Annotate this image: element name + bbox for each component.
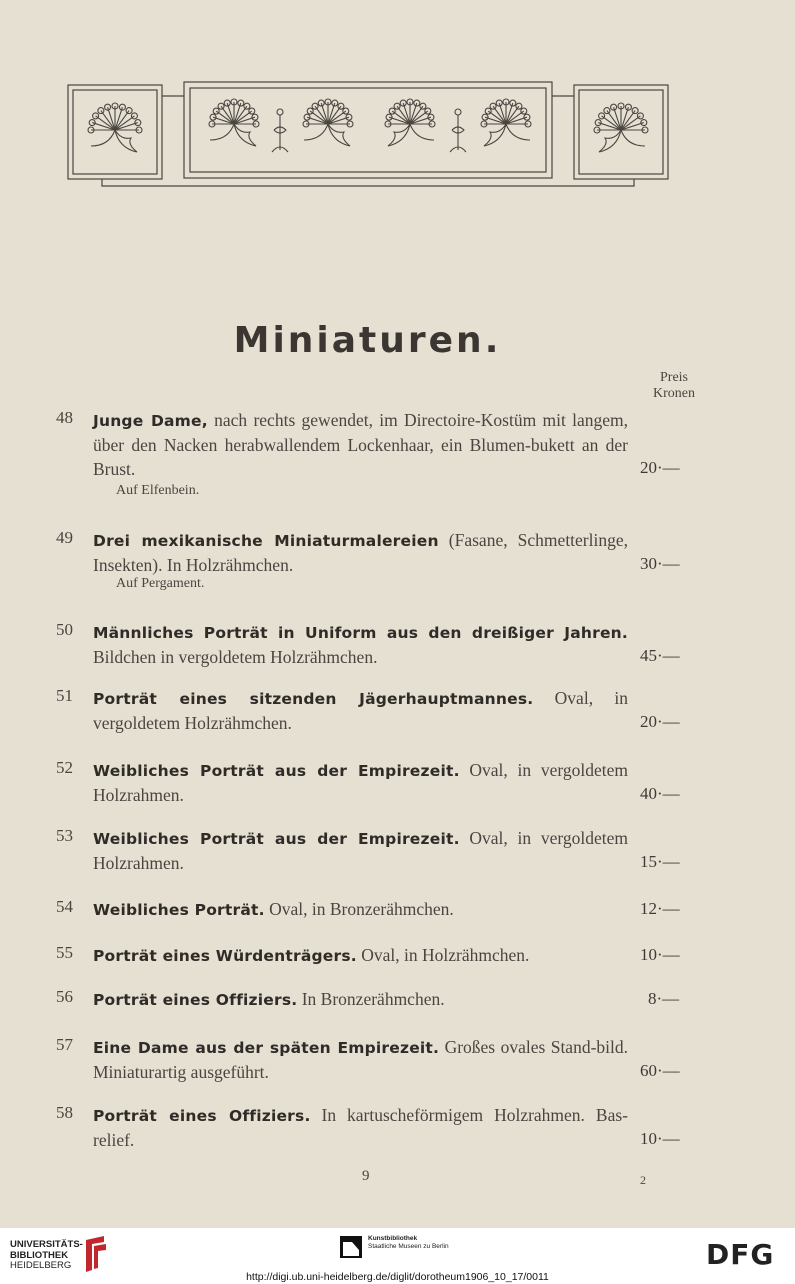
entry-note: Auf Pergament. [116,576,205,591]
entry-text: nach rechts gewendet, im Directoire-Kostüm mit langem, über den Nacken herabwallendem Lockenhaar, ein Blumen-bukett an der Brust. [93,410,629,479]
entry-title: Porträt eines Offiziers. [93,1107,311,1125]
ub-line2: BIBLIOTHEK [10,1249,69,1261]
entry-title: Weibliches Porträt. [93,901,265,919]
entry-text: Oval, in vergoldetem Holzrähmchen. [93,688,628,733]
entry-number: 55 [56,943,73,962]
entry-description [93,758,628,807]
price-header-preis: Preis [660,370,688,385]
entry-price: 8·— [648,989,680,1008]
entry-title: Weibliches Porträt aus der Empirezeit. [93,830,460,848]
dandelion-motif-icon [385,99,435,146]
entry-number: 58 [56,1103,73,1122]
price-header-kronen: Kronen [653,386,695,401]
entry-number: 57 [56,1035,73,1054]
ub-line1: UNIVERSITÄTS- [10,1239,83,1250]
stem-motif-icon [450,109,466,152]
entry-number: 56 [56,987,73,1006]
entry-text: Oval, in Holzrähmchen. [361,945,530,965]
entry-price: 20·— [640,712,680,731]
ornament-graphic [66,78,670,190]
ub-line3: HEIDELBERG [10,1260,72,1271]
dandelion-motif-icon [88,103,142,152]
entry-description [93,943,628,968]
entry-title: Männliches Porträt in Uniform aus den dreißiger Jahren. [93,624,628,642]
entry-text: In kartuscheförmigem Holzrahmen. Bas-relief. [93,1105,628,1150]
entry-title: Porträt eines Würdenträgers. [93,947,357,965]
entry-description [93,408,628,481]
entry-number: 52 [56,758,73,777]
digitization-footer [0,1228,795,1284]
dandelion-motif-icon [594,103,648,152]
entry-description [93,1103,628,1152]
permalink-url[interactable]: http://digi.ub.uni-heidelberg.de/diglit/dorotheum1906_10_17/0011 [246,1271,549,1283]
entry-text: Großes ovales Stand-bild. Miniaturartig ausgeführt. [93,1037,629,1082]
entry-note: Auf Elfenbein. [116,483,200,498]
entry-text: (Fasane, Schmetterlinge, Insekten). In Holzrähmchen. [93,530,628,575]
stem-motif-icon [272,109,288,152]
dandelion-motif-icon [481,99,531,146]
page-title: Miniaturen. [233,320,502,361]
entry-text: Oval, in vergoldetem Holzrahmen. [93,828,629,873]
entry-price: 40·— [640,784,680,803]
entry-price: 15·— [640,852,680,871]
entry-price: 60·— [640,1061,680,1080]
entry-text: In Bronzerähmchen. [301,989,445,1009]
entry-text: Oval, in vergoldetem Holzrahmen. [93,760,629,805]
price-column-header [646,370,702,402]
entry-title: Junge Dame, [93,412,208,430]
ub-heidelberg-label[interactable] [10,1240,83,1272]
page-number: 9 [362,1168,370,1184]
entry-number: 51 [56,686,73,705]
signature-mark: 2 [640,1173,646,1187]
dfg-logo[interactable]: DFG [706,1238,775,1271]
entry-number: 54 [56,897,73,916]
entry-title: Drei mexikanische Miniaturmalereien [93,532,439,550]
dandelion-motif-icon [209,99,259,146]
entry-description [93,987,628,1012]
entry-number: 48 [56,408,73,427]
entry-title: Weibliches Porträt aus der Empirezeit. [93,762,460,780]
entry-title: Eine Dame aus der späten Empirezeit. [93,1039,440,1057]
ub-heidelberg-logo-icon[interactable] [80,1234,110,1274]
entry-description [93,620,628,669]
kb-line2: Staatliche Museen zu Berlin [368,1243,449,1250]
kb-line1: Kunstbibliothek [368,1235,418,1242]
entry-number: 50 [56,620,73,639]
entry-number: 53 [56,826,73,845]
dandelion-motif-icon [303,99,353,146]
entry-price: 20·— [640,458,680,477]
kunstbibliothek-label[interactable] [368,1235,449,1251]
entry-price: 30·— [640,554,680,573]
entry-price: 10·— [640,1129,680,1148]
entry-description [93,686,628,735]
entry-text: Oval, in Bronzerähmchen. [269,899,454,919]
entry-title: Porträt eines Offiziers. [93,991,298,1009]
entry-text: Bildchen in vergoldetem Holzrähmchen. [93,647,378,667]
entry-description [93,826,628,875]
entry-price: 45·— [640,646,680,665]
entry-title: Porträt eines sitzenden Jägerhauptmannes. [93,690,534,708]
kunstbibliothek-logo-icon[interactable] [340,1236,362,1258]
art-nouveau-ornament-header [66,78,670,190]
entry-price: 10·— [640,945,680,964]
entry-number: 49 [56,528,73,547]
entry-price: 12·— [640,899,680,918]
entry-description [93,897,628,922]
entry-description [93,528,628,577]
entry-description [93,1035,628,1084]
